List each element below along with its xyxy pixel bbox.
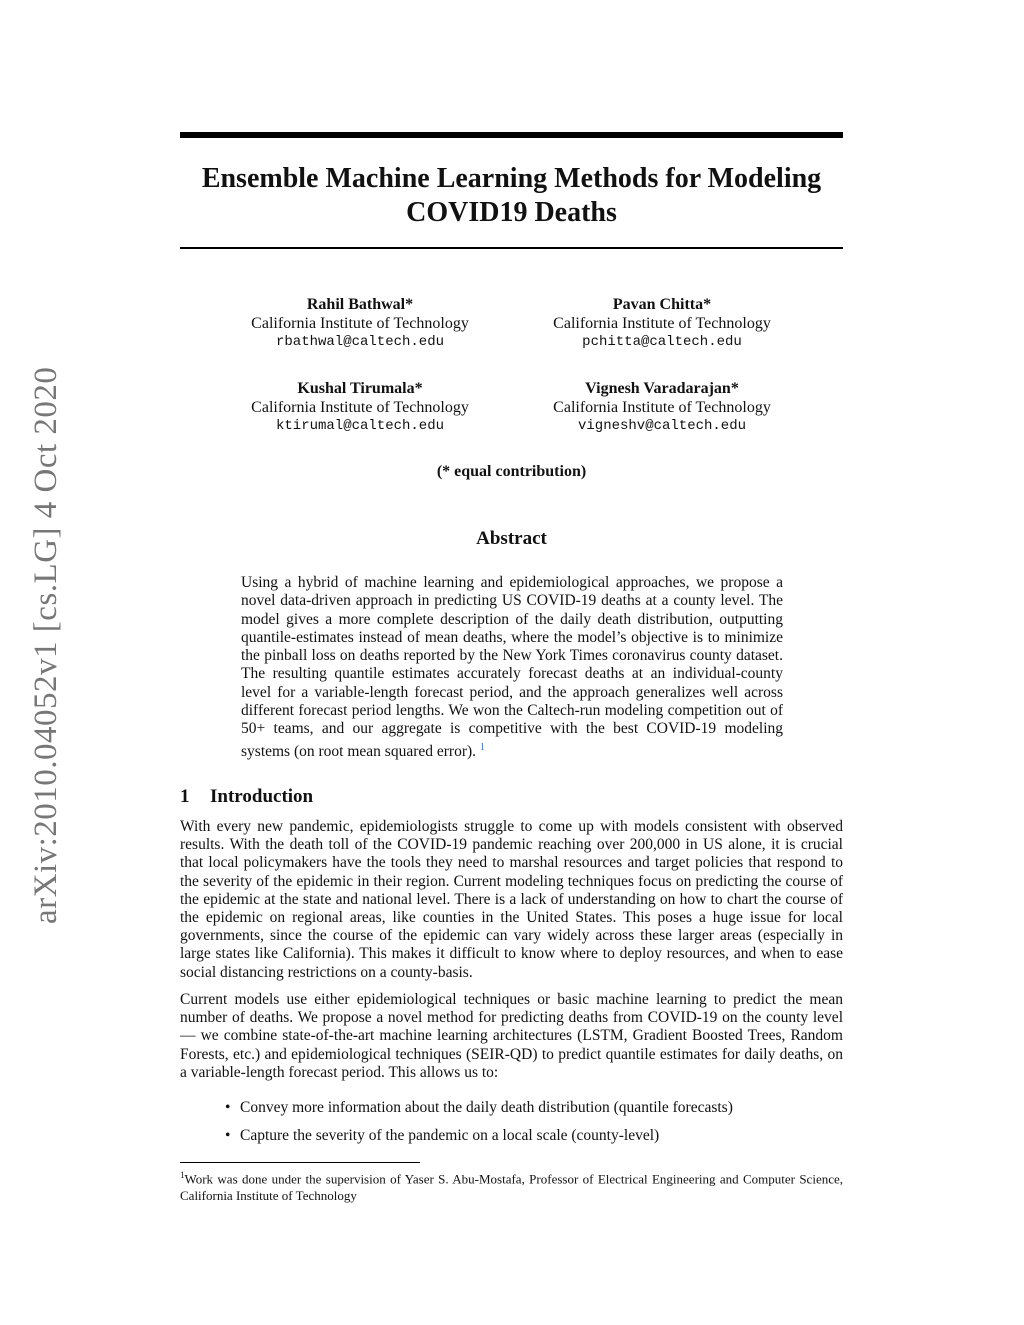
footnote-divider — [180, 1162, 420, 1163]
author-email: ktirumal@caltech.edu — [275, 418, 445, 434]
list-item — [225, 1099, 843, 1117]
abstract-heading: Abstract — [476, 528, 547, 549]
author-name: Vignesh Varadarajan* — [585, 380, 739, 397]
abstract-text: Using a hybrid of machine learning and epidemiological approaches, we propose a novel data-driven approach in predicting US COVID-19 deaths at a county level. The model gives a more complete description of the daily death distribution, outputting quantile-estimates instead of mean deaths, where the model’s objective is to minimize the pinball loss on deaths reported by the New York Times coronavirus county dataset. The resulting quantile estimates accurately forecast deaths at an individual-county level for a variable-length forecast period, and the approach generalizes well across different forecast period lengths. We won the Caltech-run modeling competition out of 50+ teams, and our aggregate is competitive with the best COVID-19 modeling systems (on root mean squared error). — [241, 574, 783, 760]
footnote-mark: 1 — [180, 1170, 185, 1180]
bullet-icon: • — [225, 1099, 231, 1116]
intro-paragraph-1: With every new pandemic, epidemiologists struggle to come up with models consistent with observed results. With the death toll of the COVID-19 pandemic reaching over 200,000 in US alone, it is crucial that local policymakers have the tools they need to marshal resources and target policies that respond to the severity of the epidemic in their region. Current modeling techniques focus on predicting the course of the epidemic at the state and national level. There is a lack of understanding on how to chart the course of the epidemic on regional areas, like counties in the United States. This poses a huge issue for local governments, since the course of the epidemic can vary widely across these larger areas (especially in large states like California). This makes it difficult to know where to deploy resources, and when to ease social distancing restrictions on a county-basis. — [180, 818, 843, 981]
contribution-list — [225, 1099, 843, 1155]
author-affiliation: California Institute of Technology — [553, 399, 771, 416]
author-block-2 — [512, 295, 812, 352]
equal-contribution-note: (* equal contribution) — [436, 463, 587, 480]
list-item — [225, 1127, 843, 1145]
author-name: Kushal Tirumala* — [297, 380, 423, 397]
author-name: Pavan Chitta* — [612, 296, 712, 313]
footnote-text: Work was done under the supervision of Yaser S. Abu-Mostafa, Professor of Electrical Engineering and Computer Science, California Institute of Technology — [180, 1171, 843, 1204]
section-title: Introduction — [210, 786, 314, 807]
section-heading-introduction — [180, 786, 313, 808]
paper-title: Ensemble Machine Learning Methods for Modeling COVID19 Deaths — [201, 163, 822, 228]
author-affiliation: California Institute of Technology — [251, 399, 469, 416]
footnote — [180, 1167, 843, 1204]
author-block-4 — [512, 379, 812, 436]
author-affiliation: California Institute of Technology — [553, 315, 771, 332]
title-rule-top — [180, 132, 843, 138]
list-item-text: Convey more information about the daily death distribution (quantile forecasts) — [240, 1099, 733, 1116]
author-email: vigneshv@caltech.edu — [577, 418, 747, 434]
list-item-text: Capture the severity of the pandemic on a local scale (county-level) — [240, 1127, 660, 1144]
author-block-1 — [210, 295, 510, 352]
footnote-reference-link[interactable]: 1 — [479, 741, 485, 753]
author-block-3 — [210, 379, 510, 436]
author-email: pchitta@caltech.edu — [582, 334, 742, 350]
arxiv-identifier: arXiv:2010.04052v1 [cs.LG] 4 Oct 2020 — [28, 366, 64, 924]
author-name: Rahil Bathwal* — [306, 296, 414, 313]
intro-paragraph-2: Current models use either epidemiological techniques or basic machine learning to predict the mean number of deaths. We propose a novel method for predicting deaths from COVID-19 on the county level — we combine state-of-the-art machine learning architectures (LSTM, Gradient Boosted Trees, Random Forests, etc.) and epidemiological techniques (SEIR-QD) to predict quantile estimates for daily deaths, on a variable-length forecast period. This allows us to: — [180, 991, 843, 1081]
title-rule-bottom — [180, 247, 843, 249]
author-email: rbathwal@caltech.edu — [275, 334, 445, 350]
abstract-body — [241, 574, 783, 761]
bullet-icon: • — [225, 1127, 231, 1144]
author-affiliation: California Institute of Technology — [251, 315, 469, 332]
section-number: 1 — [180, 786, 190, 807]
